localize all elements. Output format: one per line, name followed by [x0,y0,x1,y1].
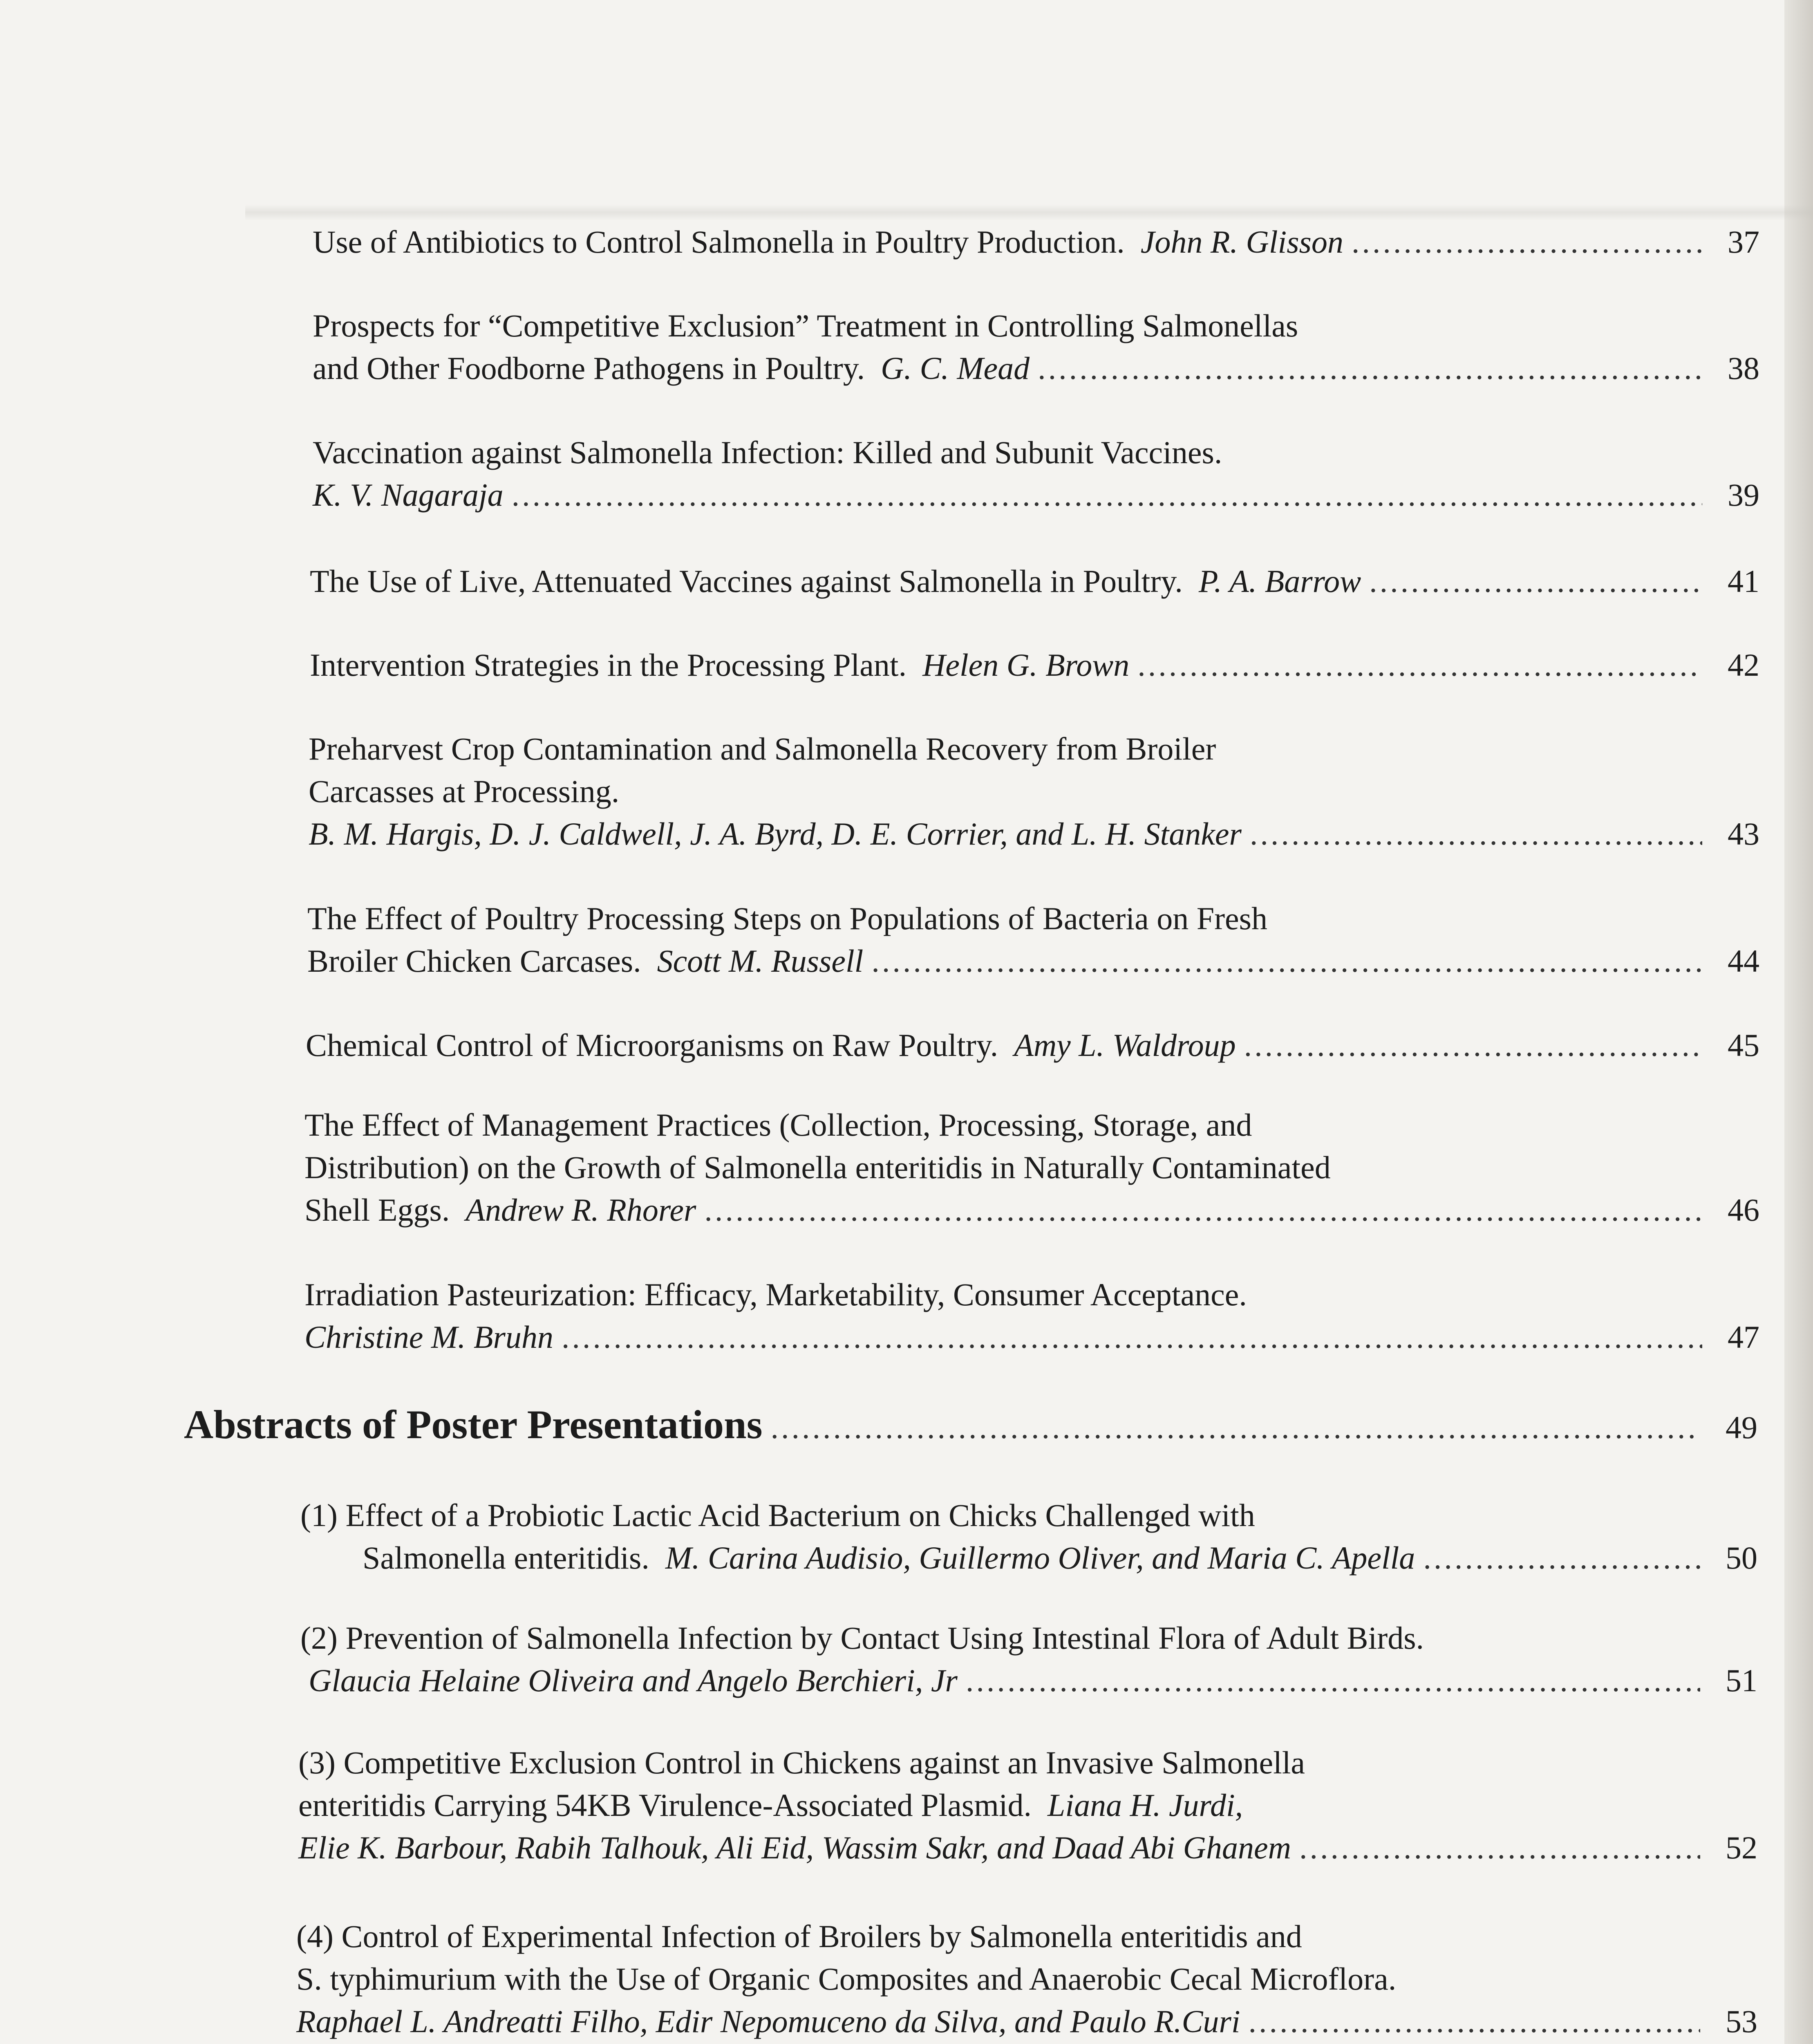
entry-page-number: 46 [1728,1192,1759,1228]
entry-title: Irradiation Pasteurization: Efficacy, Marketability, Consumer Acceptance. [304,1277,1247,1312]
entry-authors: Christine M. Bruhn [304,1319,553,1355]
toc-entry[interactable] [313,431,1759,516]
poster-entry[interactable] [296,1915,1757,2043]
section-title: Abstracts of Poster Presentations [184,1402,763,1447]
poster-title-line: (2) Prevention of Salmonella Infection by Contact Using Intestinal Flora of Adult Birds. [300,1620,1424,1656]
poster-title-line: S. typhimurium with the Use of Organic Composites and Anaerobic Cecal Microflora. [296,1961,1397,1997]
poster-entry[interactable] [300,1617,1757,1702]
poster-title-line: Salmonella enteritidis. [363,1540,649,1576]
toc-entry[interactable] [313,305,1759,390]
toc-entry[interactable] [310,644,1759,686]
poster-entry[interactable] [300,1494,1757,1579]
entry-title: Intervention Strategies in the Processing Plant. [310,647,907,683]
leader-dots [966,1659,1700,1702]
entry-title-line: and Other Foodborne Pathogens in Poultry. [313,350,865,386]
entry-title: Use of Antibiotics to Control Salmonella in Poultry Production. [313,224,1125,260]
leader-dots [1352,221,1702,263]
entry-title-line: Carcasses at Processing. [309,773,620,809]
leader-dots [704,1189,1702,1231]
entry-authors: Scott M. Russell [657,943,864,979]
entry-authors: G. C. Mead [881,350,1030,386]
entry-authors: K. V. Nagaraja [313,477,504,513]
poster-title-line: (1) Effect of a Probiotic Lactic Acid Bacterium on Chicks Challenged with [300,1497,1255,1533]
poster-authors: M. Carina Audisio, Guillermo Oliver, and Maria C. Apella [665,1540,1415,1576]
toc-entry[interactable] [313,221,1759,263]
entry-page-number: 38 [1728,350,1759,386]
entry-authors: P. A. Barrow [1198,563,1361,599]
entry-authors: Amy L. Waldroup [1014,1027,1236,1063]
poster-title-line: (3) Competitive Exclusion Control in Chickens against an Invasive Salmonella [298,1745,1305,1780]
poster-authors: Glaucia Helaine Oliveira and Angelo Berchieri, Jr [309,1663,958,1698]
entry-title-line: The Effect of Management Practices (Collection, Processing, Storage, and [304,1107,1252,1143]
entry-authors: Andrew R. Rhorer [466,1192,696,1228]
entry-page-number: 37 [1728,224,1759,260]
entry-authors: John R. Glisson [1140,224,1343,260]
poster-authors: Raphael L. Andreatti Filho, Edir Nepomuceno da Silva, and Paulo R.Curi [296,2004,1240,2039]
entry-title: The Use of Live, Attenuated Vaccines against Salmonella in Poultry. [310,563,1183,599]
section-page-number: 49 [1726,1410,1757,1445]
entry-page-number: 43 [1728,816,1759,852]
entry-title-line: The Effect of Poultry Processing Steps on Populations of Bacteria on Fresh [307,901,1268,936]
leader-dots [1137,644,1702,686]
entry-authors: Helen G. Brown [922,647,1130,683]
leader-dots [871,940,1702,982]
leader-dots [1369,560,1702,603]
toc-entry[interactable] [304,1273,1759,1358]
entry-title: Chemical Control of Microorganisms on Raw Poultry. [306,1027,998,1063]
leader-dots [562,1316,1702,1358]
toc-entry[interactable] [310,560,1759,603]
poster-entry[interactable] [298,1741,1757,1869]
entry-authors: B. M. Hargis, D. J. Caldwell, J. A. Byrd, D. E. Corrier, and L. H. Stanker [309,816,1242,852]
leader-dots [1423,1537,1700,1579]
leader-dots [770,1401,1700,1454]
toc-entry[interactable] [309,728,1759,855]
entry-page-number: 41 [1728,563,1759,599]
entry-title-line: Distribution) on the Growth of Salmonella enteritidis in Naturally Contaminated [304,1150,1331,1185]
poster-authors: Elie K. Barbour, Rabih Talhouk, Ali Eid, Wassim Sakr, and Daad Abi Ghanem [298,1830,1291,1865]
entry-title-line: Shell Eggs. [304,1192,450,1228]
entry-title-line: Broiler Chicken Carcases. [307,943,641,979]
toc-entry[interactable] [307,897,1759,982]
toc-entry[interactable] [304,1104,1759,1231]
entry-page-number: 44 [1728,943,1759,979]
entry-page-number: 45 [1728,1027,1759,1063]
leader-dots [1250,813,1702,855]
poster-authors-line: Liana H. Jurdi, [1048,1787,1243,1823]
toc-entry[interactable] [306,1024,1759,1067]
poster-page-number: 50 [1726,1540,1757,1576]
leader-dots [1249,2000,1701,2043]
poster-page-number: 51 [1726,1663,1757,1698]
leader-dots [1038,347,1702,390]
leader-dots [1244,1024,1702,1067]
poster-page-number: 52 [1726,1830,1757,1865]
section-heading[interactable] [184,1398,1757,1454]
leader-dots [1299,1827,1700,1869]
leader-dots [512,474,1702,516]
entry-title: Vaccination against Salmonella Infection: Killed and Subunit Vaccines. [313,435,1222,470]
poster-page-number: 53 [1726,2004,1757,2039]
poster-title-line: (4) Control of Experimental Infection of Broilers by Salmonella enteritidis and [296,1918,1302,1954]
entry-title-line: Preharvest Crop Contamination and Salmonella Recovery from Broiler [309,731,1216,766]
entry-page-number: 47 [1728,1319,1759,1355]
entry-title-line: Prospects for “Competitive Exclusion” Treatment in Controlling Salmonellas [313,308,1298,343]
entry-page-number: 39 [1728,477,1759,513]
entry-page-number: 42 [1728,647,1759,683]
poster-title-line: enteritidis Carrying 54KB Virulence-Associated Plasmid. [298,1787,1032,1823]
